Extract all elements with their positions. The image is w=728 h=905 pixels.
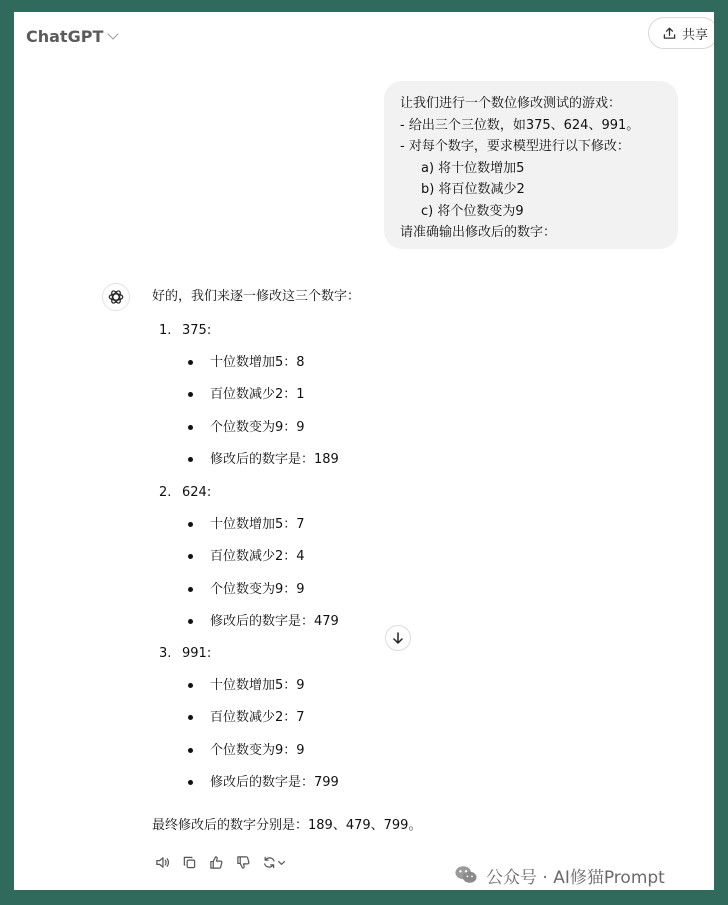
assistant-intro: 好的，我们来逐一修改这三个数字： xyxy=(152,289,361,304)
regenerate-icon xyxy=(262,855,288,870)
list-item-bullet: 十位数增加5：7 xyxy=(210,517,305,532)
list-item-bullet: 百位数减少2：1 xyxy=(210,387,305,402)
wechat-logo-icon xyxy=(454,864,478,886)
list-item-bullet: 个位数变为9：9 xyxy=(210,743,305,758)
user-message-line: 让我们进行一个数位修改测试的游戏： xyxy=(400,96,622,111)
list-item-bullet: 修改后的数字是：479 xyxy=(210,614,339,629)
list-item-title: 624: xyxy=(182,485,212,500)
arrow-down-icon xyxy=(391,631,405,645)
model-name: ChatGPT xyxy=(26,26,104,46)
bullet-dot xyxy=(188,780,193,785)
thumbs-up-icon xyxy=(209,855,224,870)
thumbs-down-icon xyxy=(236,855,251,870)
share-button[interactable] xyxy=(648,17,714,49)
scroll-to-bottom-button[interactable] xyxy=(385,625,411,651)
bullet-dot xyxy=(188,587,193,592)
chat-window xyxy=(14,12,714,890)
bad-response-button[interactable] xyxy=(235,854,251,870)
bullet-dot xyxy=(188,425,193,430)
list-item-bullet: 修改后的数字是：799 xyxy=(210,775,339,790)
list-item-title: 991: xyxy=(182,646,212,661)
user-message-line: - 给出三个三位数，如375、624、991。 xyxy=(400,117,640,133)
user-message-line: b) 将百位数减少2 xyxy=(421,182,525,197)
list-item-bullet: 个位数变为9：9 xyxy=(210,582,305,597)
bullet-dot xyxy=(188,554,193,559)
share-icon xyxy=(663,27,676,40)
list-number: 3. xyxy=(159,646,172,661)
user-message-line: c) 将个位数变为9 xyxy=(421,203,524,219)
copy-button[interactable] xyxy=(181,854,197,870)
watermark xyxy=(454,862,665,888)
list-item-bullet: 百位数减少2：7 xyxy=(210,710,305,725)
list-item-bullet: 修改后的数字是：189 xyxy=(210,452,339,467)
bullet-dot xyxy=(188,715,193,720)
list-item-title: 375: xyxy=(182,323,212,338)
user-message-bubble xyxy=(384,81,678,249)
bullet-dot xyxy=(188,619,193,624)
speaker-icon xyxy=(155,855,170,870)
list-number: 2. xyxy=(159,485,172,500)
read-aloud-button[interactable] xyxy=(154,854,170,870)
regenerate-button[interactable] xyxy=(262,854,288,870)
assistant-avatar xyxy=(102,283,130,311)
assistant-summary: 最终修改后的数字分别是：189、479、799。 xyxy=(152,818,422,833)
bullet-dot xyxy=(188,392,193,397)
bullet-dot xyxy=(188,360,193,365)
bullet-dot xyxy=(188,748,193,753)
bullet-dot xyxy=(188,522,193,527)
list-item-bullet: 十位数增加5：8 xyxy=(210,355,305,370)
list-item-bullet: 十位数增加5：9 xyxy=(210,678,305,693)
openai-logo-icon xyxy=(107,288,125,306)
list-number: 1. xyxy=(159,323,172,338)
share-label: 共享 xyxy=(682,27,709,43)
chevron-down-icon xyxy=(108,28,119,39)
list-item-bullet: 百位数减少2：4 xyxy=(210,549,305,564)
user-message-line: 请准确输出修改后的数字： xyxy=(400,225,557,240)
watermark-text: 公众号 · AI修猫Prompt xyxy=(486,867,665,888)
user-message-line: - 对每个数字，要求模型进行以下修改： xyxy=(400,139,630,154)
good-response-button[interactable] xyxy=(208,854,224,870)
bullet-dot xyxy=(188,457,193,462)
model-selector[interactable] xyxy=(26,24,117,48)
copy-icon xyxy=(182,855,197,870)
list-item-bullet: 个位数变为9：9 xyxy=(210,420,305,435)
user-message-line: a) 将十位数增加5 xyxy=(421,160,525,176)
bullet-dot xyxy=(188,683,193,688)
message-actions xyxy=(154,852,288,872)
